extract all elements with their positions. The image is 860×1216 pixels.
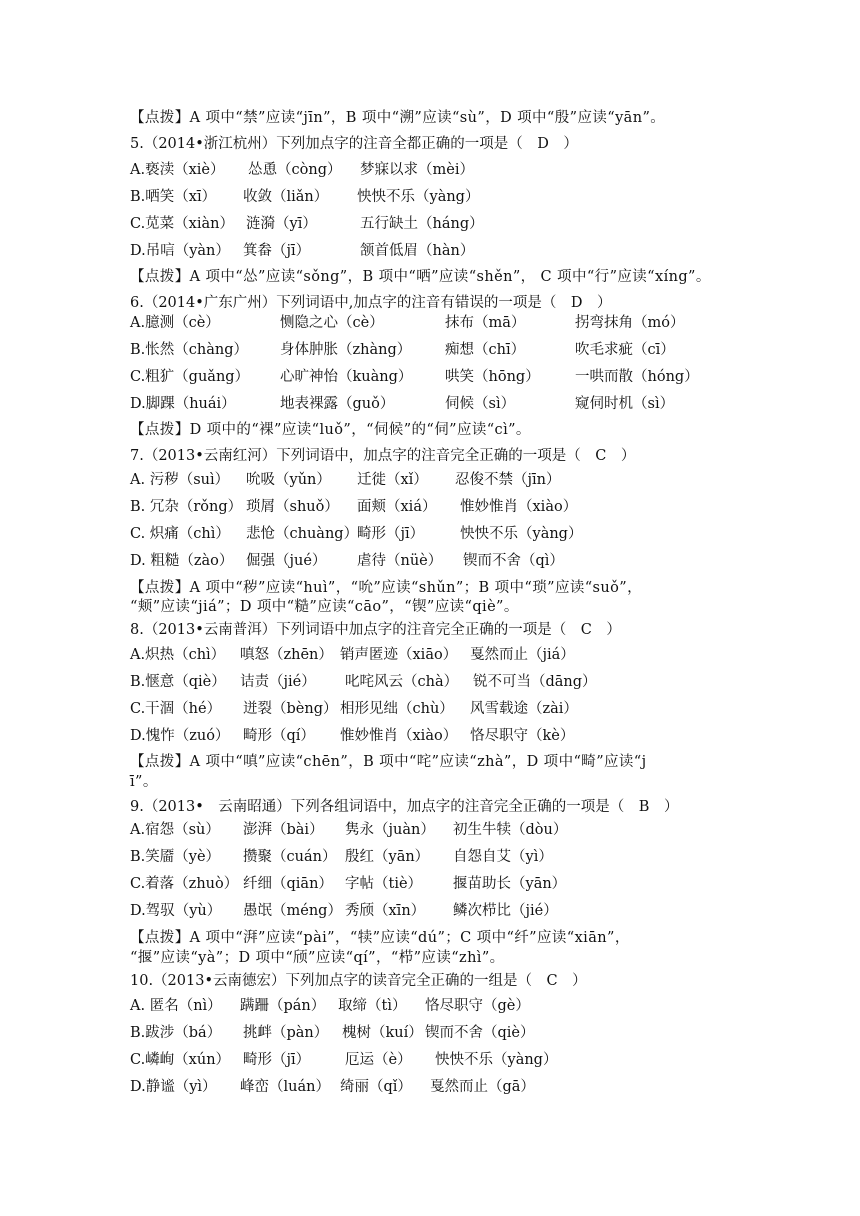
q7-option-c-4: 怏怏不乐（yàng） <box>460 526 583 542</box>
q9-option-b-4: 自怨自艾（yì） <box>453 849 553 865</box>
q6-option-a-3: 抹布（mā） <box>445 315 526 331</box>
q7-option-a-4: 忍俊不禁（jīn） <box>455 472 561 488</box>
q4-hint: 【点拨】A 项中“禁”应读“jīn”，B 项中“溯”应读“sù”，D 项中“殷”应读“yān”。 <box>130 110 666 126</box>
q7-option-b-2: 琐屑（shuǒ） <box>246 499 339 515</box>
q10-option-d-3: 绮丽（qǐ） <box>340 1079 412 1095</box>
q10-option-a-2: 蹒跚（pán） <box>240 998 326 1014</box>
q7-option-b-3: 面颊（xiá） <box>357 499 437 515</box>
q5-option-b-2: 收敛（liǎn） <box>243 189 329 205</box>
q9-option-a-4: 初生牛犊（dòu） <box>453 822 568 838</box>
q8-hint-line1: 【点拨】A 项中“嗔”应读“chēn”，B 项中“咤”应读“zhà”，D 项中“畸”应读“j <box>130 754 647 770</box>
q5-stem: 5.（2014•浙江杭州）下列加点字的注音全都正确的一项是（ D ） <box>130 136 578 152</box>
q5-option-d-2: 箕畚（jī） <box>243 243 311 259</box>
q10-option-b-1: B.跋涉（bá） <box>130 1025 222 1041</box>
q6-option-b-3: 痴想（chī） <box>445 342 526 358</box>
q9-option-c-1: C.着落（zhuò） <box>130 876 239 892</box>
q6-option-d-1: D.脚踝（huái） <box>130 396 236 412</box>
q9-option-a-2: 澎湃（bài） <box>243 822 324 838</box>
q10-option-a-1: A. 匿名（nì） <box>130 998 222 1014</box>
q9-option-c-4: 揠苗助长（yān） <box>453 876 567 892</box>
q5-option-b-1: B.哂笑（xī） <box>130 189 217 205</box>
q10-option-a-3: 取缔（tì） <box>338 998 407 1014</box>
q9-option-d-3: 秀颀（xīn） <box>345 903 426 919</box>
q5-option-b-3: 怏怏不乐（yàng） <box>357 189 480 205</box>
q9-hint-line1: 【点拨】A 项中“湃”应读“pài”，“犊”应读“dú”；C 项中“纤”应读“xiān”， <box>130 930 630 946</box>
q6-option-c-1: C.粗犷（guǎng） <box>130 369 250 385</box>
q9-option-b-2: 攒聚（cuán） <box>243 849 337 865</box>
q8-option-d-4: 恪尽职守（kè） <box>470 728 575 744</box>
q8-option-b-1: B.惬意（qiè） <box>130 674 226 690</box>
q8-option-a-1: A.炽热（chì） <box>130 647 226 663</box>
q8-option-b-4: 锐不可当（dāng） <box>473 674 597 690</box>
q9-stem: 9.（2013• 云南昭通）下列各组词语中，加点字的注音完全正确的一项是（ B ） <box>130 799 679 815</box>
q10-stem: 10.（2013•云南德宏）下列加点字的读音完全正确的一组是（ C ） <box>130 973 587 989</box>
q6-option-c-3: 哄笑（hōng） <box>445 369 540 385</box>
q6-stem: 6.（2014•广东广州）下列词语中,加点字的注音有错误的一项是（ D ） <box>130 295 612 311</box>
q6-option-c-4: 一哄而散（hóng） <box>575 369 699 385</box>
q7-option-c-1: C. 炽痛（chì） <box>130 526 230 542</box>
q9-option-c-3: 字帖（tiè） <box>345 876 423 892</box>
q6-option-b-1: B.怅然（chàng） <box>130 342 248 358</box>
q7-option-d-2: 倔强（jué） <box>246 553 327 569</box>
q10-option-a-4: 恪尽职守（gè） <box>425 998 530 1014</box>
q8-option-d-3: 惟妙惟肖（xiào） <box>340 728 458 744</box>
q6-option-b-2: 身体肿胀（zhàng） <box>280 342 412 358</box>
q8-option-c-3: 相形见绌（chù） <box>340 701 454 717</box>
q5-option-c-3: 五行缺土（háng） <box>360 216 484 232</box>
q7-option-c-3: 畸形（jī） <box>357 526 425 542</box>
q6-option-d-4: 窥伺时机（sì） <box>575 396 675 412</box>
q9-option-b-3: 殷红（yān） <box>345 849 430 865</box>
q8-option-a-2: 嗔怒（zhēn） <box>240 647 333 663</box>
q9-option-d-2: 愚氓（méng） <box>243 903 342 919</box>
q10-option-c-4: 怏怏不乐（yàng） <box>435 1052 558 1068</box>
q10-option-b-4: 锲而不舍（qiè） <box>425 1025 535 1041</box>
q9-hint-line2: “揠”应读“yà”；D 项中“颀”应读“qí”，“栉”应读“zhì”。 <box>130 950 505 966</box>
q6-hint: 【点拨】D 项中的“裸”应读“luǒ”，“伺候”的“伺”应读“cì”。 <box>130 422 531 438</box>
q10-option-d-4: 戛然而止（gā） <box>430 1079 535 1095</box>
q7-option-d-1: D. 粗糙（zào） <box>130 553 234 569</box>
q7-option-d-4: 锲而不舍（qì） <box>463 553 564 569</box>
q7-option-b-4: 惟妙惟肖（xiào） <box>460 499 578 515</box>
q10-option-c-3: 厄运（è） <box>345 1052 412 1068</box>
q8-option-d-2: 畸形（qí） <box>243 728 315 744</box>
q8-option-c-1: C.干涸（hé） <box>130 701 222 717</box>
q5-option-d-3: 颔首低眉（hàn） <box>360 243 475 259</box>
q6-option-d-2: 地表裸露（guǒ） <box>280 396 395 412</box>
q10-option-d-1: D.静谧（yì） <box>130 1079 217 1095</box>
q9-option-a-3: 隽永（juàn） <box>345 822 435 838</box>
q9-option-d-1: D.驾驭（yù） <box>130 903 222 919</box>
q7-hint-line2: “颊”应读“jiá”；D 项中“糙”应读“cāo”，“锲”应读“qiè”。 <box>130 599 519 615</box>
q9-option-c-2: 纤细（qiān） <box>243 876 333 892</box>
q8-option-d-1: D.愧怍（zuó） <box>130 728 230 744</box>
q6-option-a-4: 拐弯抹角（mó） <box>575 315 685 331</box>
q10-option-c-1: C.嶙峋（xún） <box>130 1052 231 1068</box>
q5-option-a-3: 梦寐以求（mèi） <box>360 162 474 178</box>
q6-option-d-3: 伺候（sì） <box>445 396 516 412</box>
q6-option-b-4: 吹毛求疵（cī） <box>575 342 675 358</box>
q5-option-c-2: 涟漪（yī） <box>246 216 317 232</box>
q6-option-a-2: 恻隐之心（cè） <box>280 315 384 331</box>
q7-option-b-1: B. 冗杂（rǒng） <box>130 499 243 515</box>
q10-option-c-2: 畸形（jī） <box>243 1052 311 1068</box>
q8-stem: 8.（2013•云南普洱）下列词语中加点字的注音完全正确的一项是（ C ） <box>130 622 621 638</box>
q8-option-c-4: 风雪载途（zài） <box>470 701 578 717</box>
q7-option-a-2: 吮吸（yǔn） <box>246 472 331 488</box>
q10-option-b-2: 挑衅（pàn） <box>243 1025 329 1041</box>
q5-option-a-1: A.亵渎（xiè） <box>130 162 225 178</box>
q9-option-b-1: B.笑靥（yè） <box>130 849 221 865</box>
q5-option-c-1: C.苋菜（xiàn） <box>130 216 234 232</box>
q7-option-c-2: 悲怆（chuàng） <box>246 526 359 542</box>
q7-option-a-1: A. 污秽（suì） <box>130 472 230 488</box>
q7-option-a-3: 迁徙（xǐ） <box>357 472 428 488</box>
q8-hint-line2: ī”。 <box>130 774 158 790</box>
q5-option-d-1: D.吊唁（yàn） <box>130 243 230 259</box>
q8-option-c-2: 迸裂（bèng） <box>243 701 338 717</box>
q8-option-a-4: 戛然而止（jiá） <box>470 647 575 663</box>
q9-option-d-4: 鳞次栉比（jié） <box>453 903 558 919</box>
q8-option-b-2: 诘责（jié） <box>240 674 316 690</box>
q6-option-a-1: A.臆测（cè） <box>130 315 220 331</box>
q10-option-d-2: 峰峦（luán） <box>240 1079 330 1095</box>
q8-option-b-3: 叱咤风云（chà） <box>345 674 459 690</box>
q8-option-a-3: 销声匿迹（xiāo） <box>340 647 458 663</box>
q9-option-a-1: A.宿怨（sù） <box>130 822 220 838</box>
q5-option-a-2: 怂恿（còng） <box>248 162 342 178</box>
q10-option-b-3: 槐树（kuí） <box>342 1025 423 1041</box>
q7-option-d-3: 虐待（nüè） <box>357 553 443 569</box>
q7-stem: 7.（2013•云南红河）下列词语中，加点字的注音完全正确的一项是（ C ） <box>130 448 636 464</box>
q7-hint-line1: 【点拨】A 项中“秽”应读“huì”，“吮”应读“shǔn”；B 项中“琐”应读“suǒ”， <box>130 580 642 596</box>
q5-hint: 【点拨】A 项中“怂”应读“sǒng”，B 项中“哂”应读“shěn”， C 项中“行”应读“xíng”。 <box>130 269 711 285</box>
q6-option-c-2: 心旷神怡（kuàng） <box>280 369 413 385</box>
